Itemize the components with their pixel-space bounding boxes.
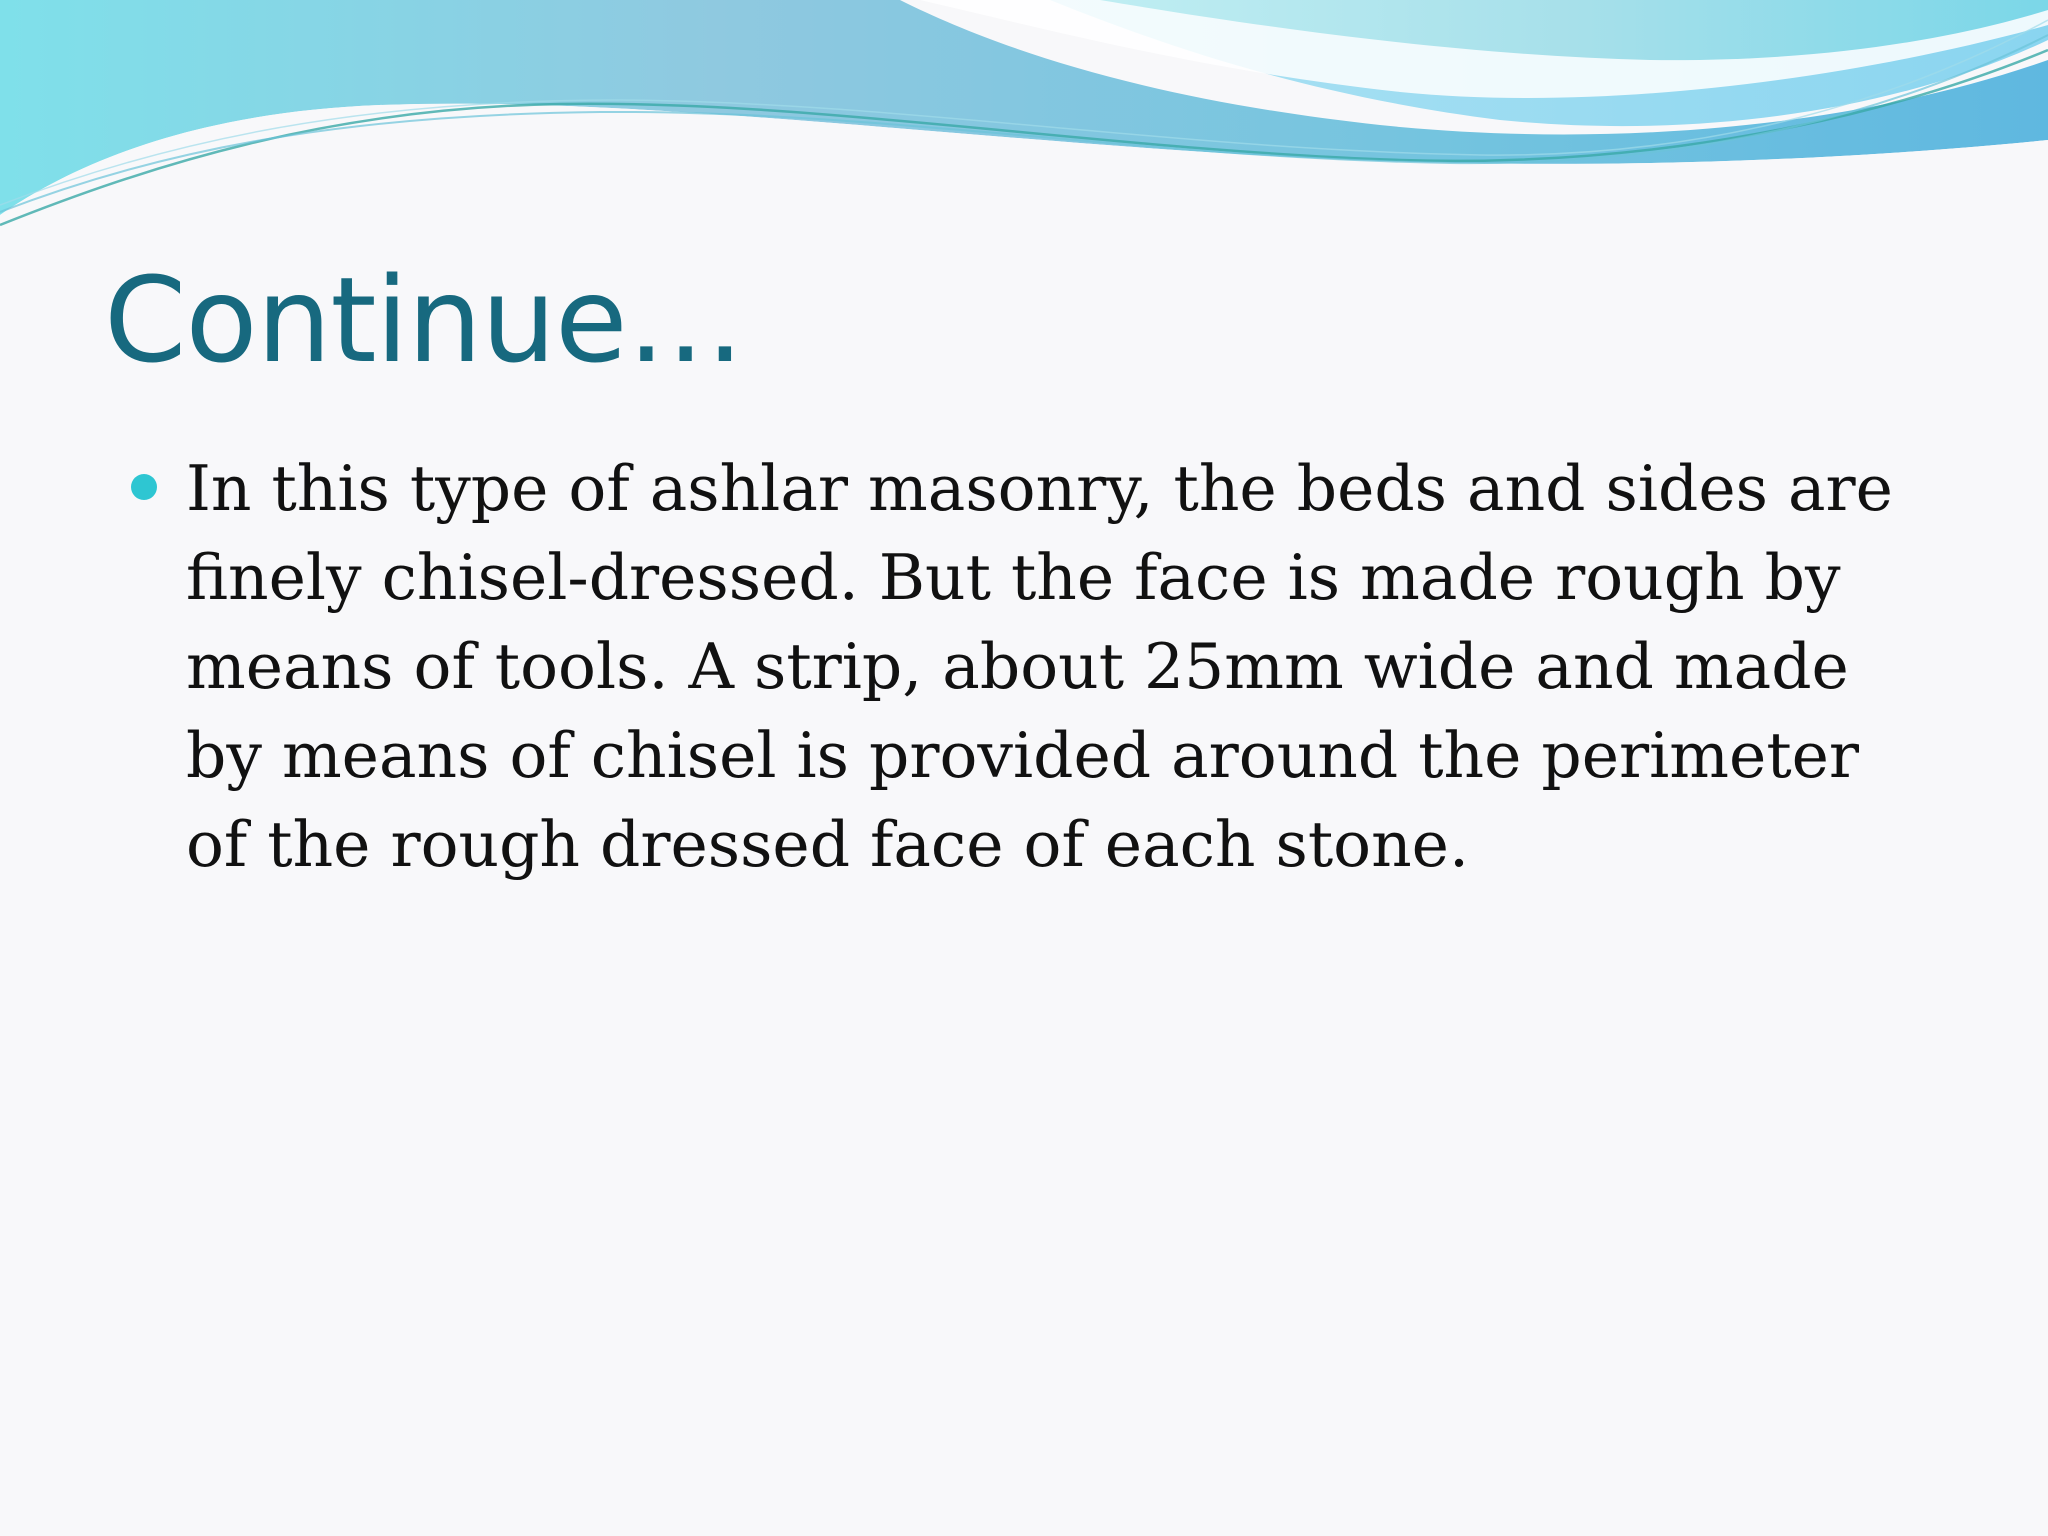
wave-header-decoration xyxy=(0,0,2048,240)
bullet-list xyxy=(130,444,1930,889)
slide-title: Continue… xyxy=(104,251,744,389)
bullet-text: In this type of ashlar masonry, the beds and sides are finely chisel-dressed. But the face is made rough by means of tools. A strip, about 25mm wide and made by means of chisel is provided around the perimeter of the rough dressed face of each stone. xyxy=(186,452,1893,881)
bullet-dot-icon xyxy=(131,474,157,500)
list-item xyxy=(130,444,1930,889)
